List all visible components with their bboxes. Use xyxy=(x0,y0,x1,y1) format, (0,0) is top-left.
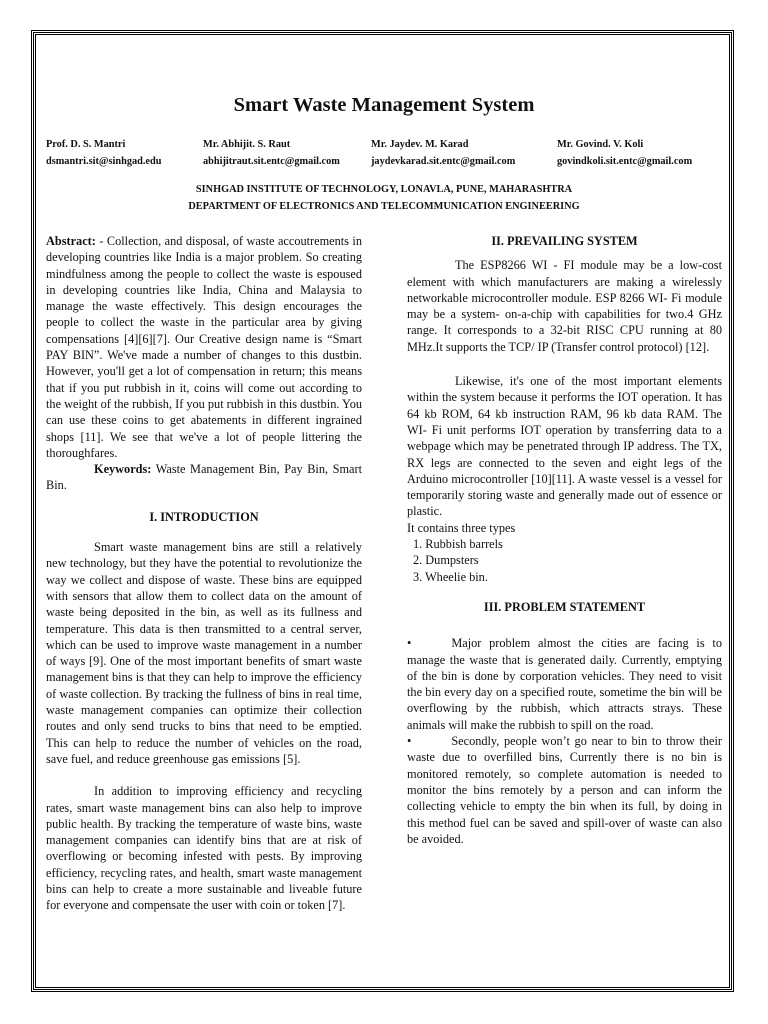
problem-bullet-1 xyxy=(407,635,722,733)
problem-bullet-2 xyxy=(407,733,722,847)
abstract-label: Abstract: xyxy=(46,234,96,248)
author-block xyxy=(46,136,726,170)
abstract-text: - Collection, and disposal, of waste accoutrements in developing countries like India is a major problem. So creating mindfulness among the people to collect the waste is espoused in developing countries like India, China and Malaysia to manage the waste effectively. This design encourages the people to collect the waste in the particular area by giving compensations [4][6][7]. Our Creative design name is “Smart PAY BIN”. We've made a number of changes to this dustbin. However, you'll get a lot of compensation in return; this means that if you put rubbish in it, coins will come out according to the weight of the rubbish, If you put rubbish in this dustbin. You can use these coins to get abatements in different ingrained shops [11]. We see that we've a lot of people littering the thoroughfares. xyxy=(46,234,362,460)
department-name: DEPARTMENT OF ELECTRONICS AND TELECOMMUNICATION ENGINEERING xyxy=(188,201,580,212)
abstract-paragraph xyxy=(46,233,362,461)
bullet-icon: • xyxy=(407,734,412,749)
author-name: Mr. Abhijit. S. Raut xyxy=(203,139,291,150)
author-4 xyxy=(557,136,692,170)
types-intro: It contains three types xyxy=(407,520,516,535)
author-email: dsmantri.sit@sinhgad.edu xyxy=(46,156,162,167)
author-email: abhijitraut.sit.entc@gmail.com xyxy=(203,156,340,167)
author-1 xyxy=(46,136,161,170)
author-email: govindkoli.sit.entc@gmail.com xyxy=(557,156,693,167)
right-column xyxy=(407,233,722,847)
author-name: Mr. Govind. V. Koli xyxy=(557,139,644,150)
paper-title: Smart Waste Management System xyxy=(233,94,535,116)
author-3 xyxy=(371,136,515,170)
section-heading-prevailing-system: II. PREVAILING SYSTEM xyxy=(491,234,638,248)
author-name: Prof. D. S. Mantri xyxy=(46,139,126,150)
list-item: 1. Rubbish barrels xyxy=(413,537,503,552)
introduction-paragraph-1: Smart waste management bins are still a relatively new technology, but they have the potential to revolutionize the way we collect and dispose of waste. These bins are equipped with sensors that allow them to collect data on the amount of waste being deposited in the bin, as well as its fullness and temperature. This data is then transmitted to a central server, which can be used to improve waste management in a number of ways [9]. One of the most important benefits of smart waste management bins is that they can help to improve the efficiency of waste collection. By tracking the fullness of bins in real time, waste management companies can optimize their collection routes and only send trucks to bins that need to be emptied. This can help to reduce the number of vehicles on the road, save fuel, and reduce greenhouse gas emissions [5]. xyxy=(46,540,362,766)
author-name: Mr. Jaydev. M. Karad xyxy=(371,139,469,150)
affiliation-block xyxy=(0,181,768,215)
bullet-icon: • xyxy=(407,636,412,651)
author-2 xyxy=(203,136,340,170)
list-item: 2. Dumpsters xyxy=(413,553,479,568)
keywords-paragraph xyxy=(46,461,362,494)
keywords-label: Keywords: xyxy=(94,462,152,477)
left-column xyxy=(46,233,362,914)
problem-bullet-text: Major problem almost the cities are facing is to manage the waste that is generated daily. Currently, emptying of the bin is done by corporation vehicles. They need to visit the bin every day on a specified route, sometime the bin will be overflowing by the rubbish, which attracts strays. These animals will make the rubbish to spill on the road. xyxy=(407,636,722,732)
prevailing-paragraph-1: The ESP8266 WI - FI module may be a low-cost element with which manufacturers are making a wirelessly networkable microcontroller module. ESP 8266 WI- Fi module may be a system- on-a-chip with capabilities for two.4 GHz range. It corresponds to a 32-bit RISC CPU running at 80 MHz.It supports the TCP/ IP (Transfer control protocol) [12]. xyxy=(407,258,722,354)
author-email: jaydevkarad.sit.entc@gmail.com xyxy=(371,156,516,167)
introduction-paragraph-2: In addition to improving efficiency and recycling rates, smart waste management bins can also help to improve public health. By tracking the temperature of waste bins, waste management companies can identify bins that are at risk of overflowing or becoming infested with pests. By improving efficiency, recycling rates, and health, smart waste management bins can help to create a more sustainable and liveable future for everyone and compensate the user with coin or token [7]. xyxy=(46,784,362,913)
section-heading-problem-statement: III. PROBLEM STATEMENT xyxy=(483,599,646,614)
problem-bullet-text: Secondly, people won’t go near to bin to throw their waste due to overfilled bins, Currently there is no bin is monitored remotely, so complete automation is needed to monitor the bins remotely by a person and can inform the collecting vehicle to empty the bin when its full, by doing in this method fuel can be saved and spill-over of waste can also be avoided. xyxy=(407,734,722,846)
list-item: 3. Wheelie bin. xyxy=(413,569,488,584)
keywords-text: Waste Management Bin, Pay Bin, Smart Bin. xyxy=(46,462,362,493)
institution-name: SINHGAD INSTITUTE OF TECHNOLOGY, LONAVLA, PUNE, MAHARASHTRA xyxy=(195,184,573,195)
prevailing-paragraph-2: Likewise, it's one of the most important elements within the system because it performs the IOT operation. It has 64 kb ROM, 64 kb instruction RAM, 96 kb data RAM. The WI- Fi unit performs IOT operation by transferring data to a webpage which may be penetrated through IP address. The TX, RX legs are connected to the seven and eight legs of the Arduino microcontroller [10][11]. A waste vessel is a vessel for temporarily storing waste and generally made out of essence or plastic. xyxy=(407,374,722,519)
section-heading-introduction: I. INTRODUCTION xyxy=(149,509,259,524)
